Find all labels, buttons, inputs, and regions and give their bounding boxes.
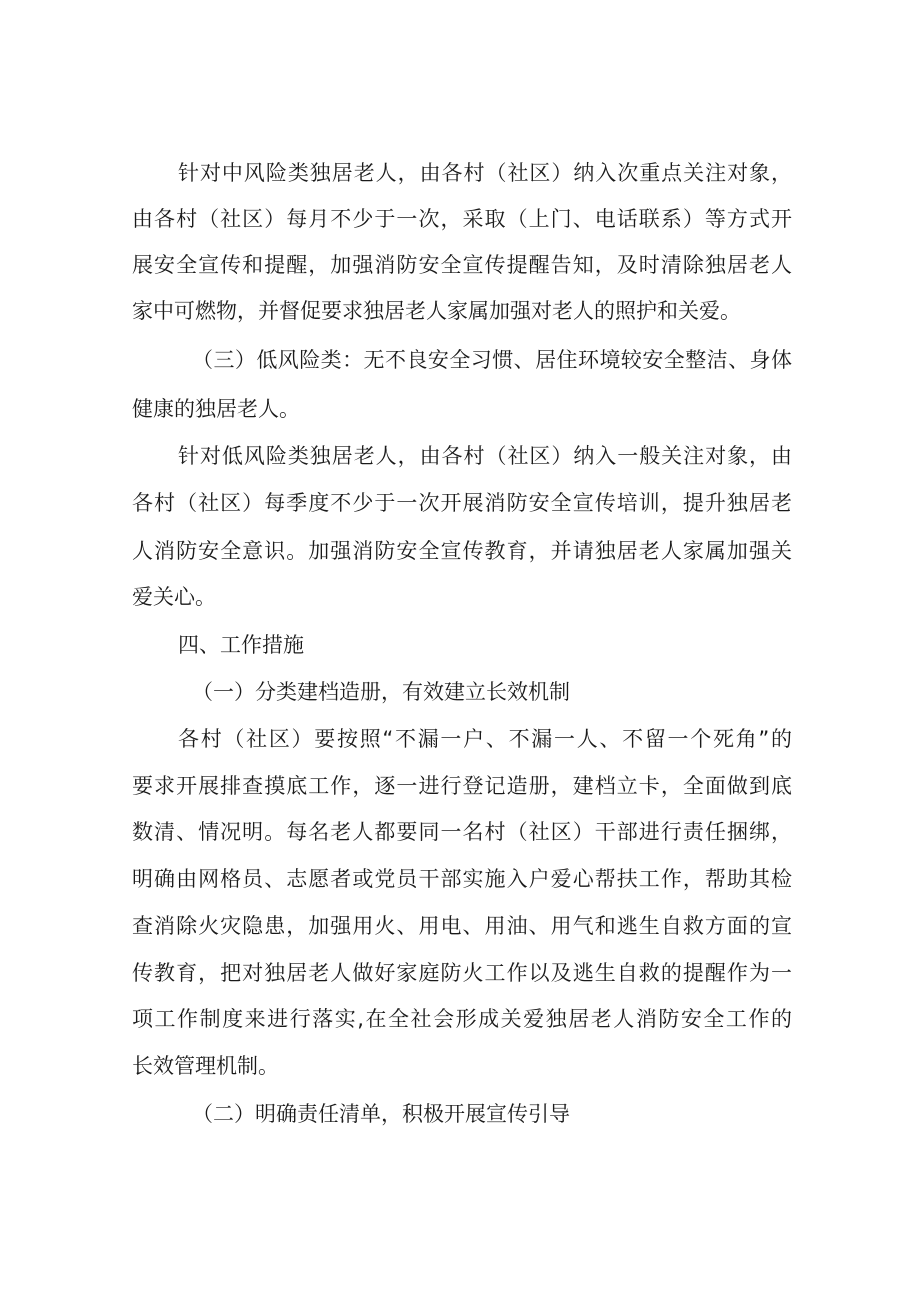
paragraph-line: 各村（社区）每季度不少于一次开展消防安全宣传培训，提升独居老: [132, 491, 792, 515]
subheading-line: （一）分类建档造册，有效建立长效机制: [192, 680, 570, 704]
paragraph-line: 人消防安全意识。加强消防安全宣传教育，并请独居老人家属加强关: [132, 539, 792, 563]
paragraph-line: 家中可燃物，并督促要求独居老人家属加强对老人的照护和关爱。: [132, 299, 741, 323]
paragraph-line: 各村（社区）要按照“不漏一户、不漏一人、不留一个死角”的: [178, 727, 792, 751]
section-heading: 四、工作措施: [178, 633, 304, 657]
paragraph-line: 长效管理机制。: [132, 1054, 279, 1078]
subheading-line: （二）明确责任清单，积极开展宣传引导: [192, 1102, 570, 1126]
subheading-line: （三）低风险类：无不良安全习惯、居住环境较安全整洁、身体: [192, 348, 792, 372]
paragraph-line: 展安全宣传和提醒，加强消防安全宣传提醒告知，及时清除独居老人: [132, 253, 792, 277]
paragraph-line: 爱关心。: [132, 585, 216, 609]
paragraph-line: 针对中风险类独居老人，由各村（社区）纳入次重点关注对象，: [178, 161, 792, 185]
paragraph-line: 项工作制度来进行落实,在全社会形成关爱独居老人消防安全工作的: [132, 1007, 792, 1031]
paragraph-line: 由各村（社区）每月不少于一次，采取（上门、电话联系）等方式开: [132, 207, 792, 231]
paragraph-line: 传教育，把对独居老人做好家庭防火工作以及逃生自救的提醒作为一: [132, 961, 792, 985]
paragraph-line: 针对低风险类独居老人，由各村（社区）纳入一般关注对象，由: [178, 444, 792, 468]
paragraph-line: 数清、情况明。每名老人都要同一名村（社区）干部进行责任捆绑，: [132, 820, 792, 844]
paragraph-line: 查消除火灾隐患，加强用火、用电、用油、用气和逃生自救方面的宣: [132, 914, 792, 938]
paragraph-line: 明确由网格员、志愿者或党员干部实施入户爱心帮扶工作，帮助其检: [132, 867, 792, 891]
paragraph-line: 健康的独居老人。: [132, 397, 300, 421]
paragraph-line: 要求开展排查摸底工作，逐一进行登记造册，建档立卡，全面做到底: [132, 774, 792, 798]
